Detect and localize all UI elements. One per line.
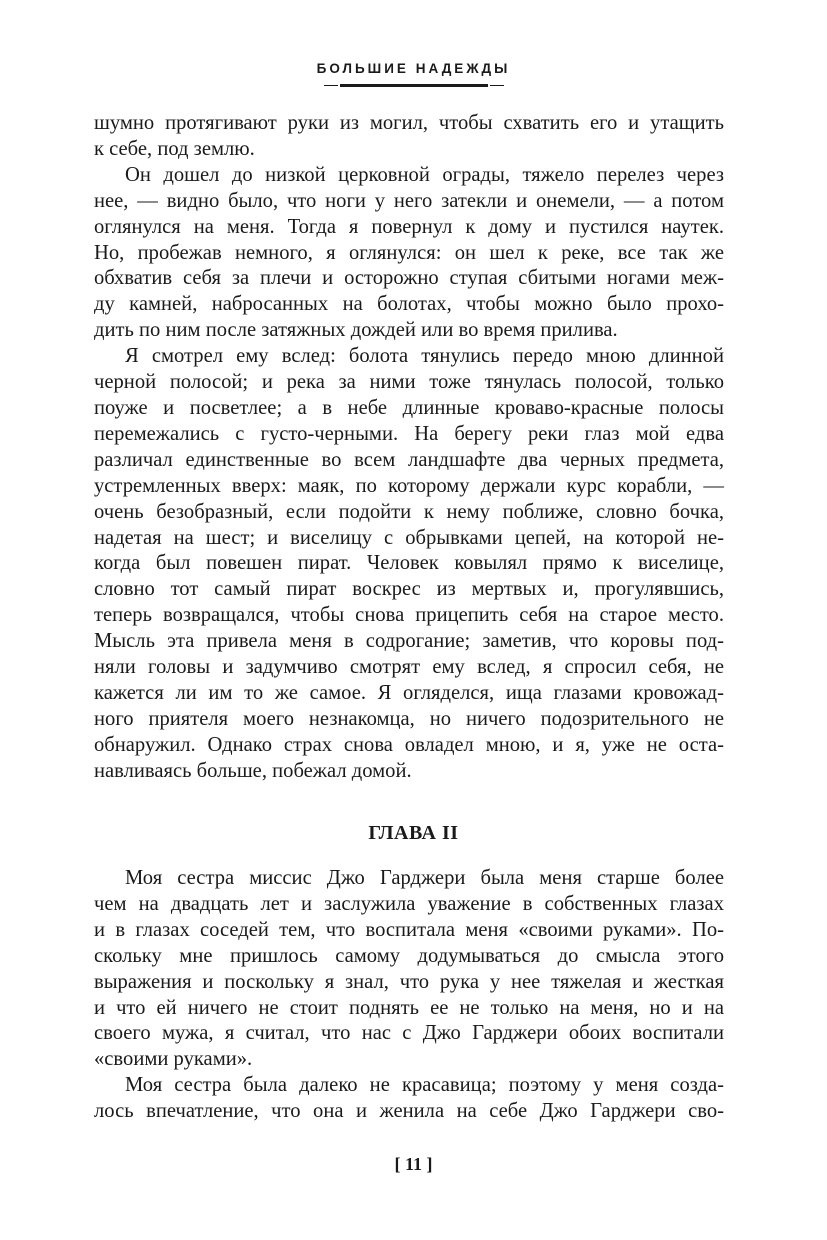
text-line: и в глазах соседей тем, что воспитала меня «своими руками». По- <box>94 918 724 941</box>
text-line: Но, пробежав немного, я оглянулся: он шел к реке, все так же <box>94 241 724 264</box>
paragraph <box>94 344 724 784</box>
text-line: очень безобразный, если подойти к нему поближе, словно бочка, <box>94 500 724 523</box>
paragraph <box>94 163 724 344</box>
page-number: [ 11 ] <box>394 1154 433 1174</box>
text-line: Мысль эта привела меня в содрогание; заметив, что коровы под- <box>94 630 724 653</box>
running-title: БОЛЬШИЕ НАДЕЖДЫ <box>316 61 511 76</box>
text-line: Я смотрел ему вслед: болота тянулись передо мною длинной <box>125 345 724 368</box>
text-line: устремленных вверх: маяк, по которому держали курс корабли, — <box>94 474 724 497</box>
text-line: Моя сестра миссис Джо Гарджери была меня старше более <box>125 867 724 889</box>
text-line: дить по ним после затяжных дождей или во время прилива. <box>94 319 618 342</box>
text-line: словно тот самый пират воскрес из мертвых и, прогулявшись, <box>94 578 724 601</box>
text-line: обнаружил. Однако страх снова овладел мною, и я, уже не оста- <box>94 733 724 756</box>
paragraph <box>94 1073 724 1125</box>
text-line: своего мужа, я считал, что нас с Джо Гарджери обоих воспитали <box>94 1022 724 1045</box>
paragraph <box>94 866 724 1073</box>
text-line: различал единственные во всем ландшафте два черных предмета, <box>94 448 724 471</box>
text-line: кажется ли им то же самое. Я огляделся, ища глазами кровожад- <box>94 681 724 704</box>
text-line: надетая на шест; и виселицу с обрывками цепей, на которой не- <box>94 526 724 549</box>
text-line: лось впечатление, что она и женила на себе Джо Гарджери сво- <box>94 1100 724 1123</box>
text-line: Он дошел до низкой церковной ограды, тяжело перелез через <box>125 163 724 186</box>
text-line: ду камней, набросанных на болотах, чтобы можно было прохо- <box>94 293 724 316</box>
text-line: нее, — видно было, что ноги у него затекли и онемели, — а потом <box>94 189 724 212</box>
text-line: когда был повешен пират. Человек ковылял прямо к виселице, <box>94 552 724 575</box>
text-line: теперь возвращался, чтобы снова прицепить себя на старое место. <box>94 604 724 627</box>
text-line: выражения и поскольку я знал, что рука у нее тяжелая и жесткая <box>94 970 724 993</box>
text-line: Моя сестра была далеко не красавица; поэтому у меня созда- <box>125 1074 724 1097</box>
chapter-heading: ГЛАВА II <box>368 822 459 844</box>
body-text-top <box>94 111 724 785</box>
text-line: оглянулся на меня. Тогда я повернул к дому и пустился наутек. <box>94 215 724 238</box>
text-line: черной полосой; и река за ними тоже тянулась полосой, только <box>94 371 724 394</box>
text-line: к себе, под землю. <box>94 137 255 160</box>
text-line: чем на двадцать лет и заслужила уважение в собственных глазах <box>94 892 724 915</box>
text-line: перемежались с густо-черными. На берегу реки глаз мой едва <box>94 422 724 445</box>
body-text-bottom <box>94 866 724 1125</box>
text-line: ного приятеля моего незнакомца, но ничего подозрительного не <box>94 707 724 730</box>
text-line: няли головы и задумчиво смотрят ему вслед, я спросил себя, не <box>94 656 724 679</box>
text-line: «своими руками». <box>94 1048 253 1071</box>
paragraph <box>94 111 724 163</box>
header-rule <box>340 84 488 87</box>
text-line: шумно протягивают руки из могил, чтобы схватить его и утащить <box>94 112 724 134</box>
text-line: навливаясь больше, побежал домой. <box>94 759 412 782</box>
text-line: и что ей ничего не стоит поднять ее не только на меня, но и на <box>94 996 724 1019</box>
running-header <box>0 60 827 87</box>
text-line: скольку мне пришлось самому додумываться до смысла этого <box>94 944 724 967</box>
text-line: поуже и посветлее; а в небе длинные кроваво-красные полосы <box>94 396 724 419</box>
text-line: обхватив себя за плечи и осторожно ступая сбитыми ногами меж- <box>94 267 724 290</box>
